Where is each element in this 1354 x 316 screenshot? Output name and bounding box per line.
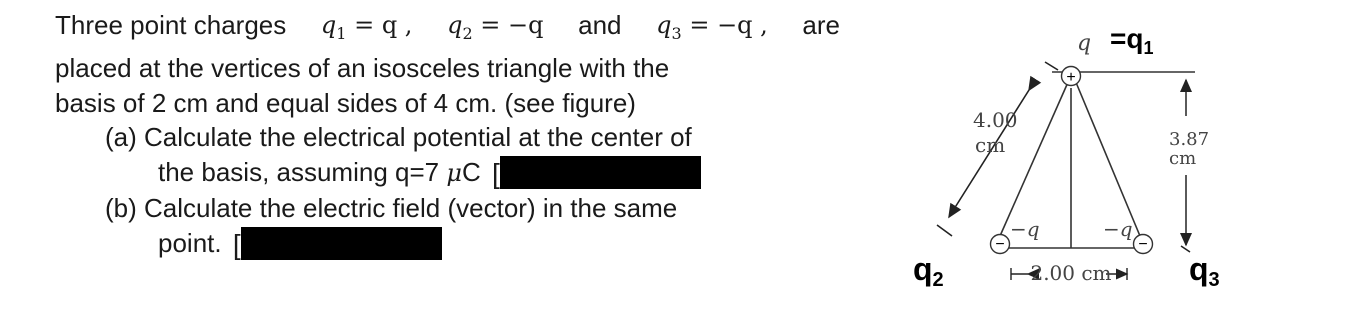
side-length-value: 4.00 xyxy=(973,108,1018,132)
part-b-bracket: [ xyxy=(232,228,241,260)
height-unit: cm xyxy=(1169,148,1197,169)
part-a-line-2: the basis, assuming q=7 μC [ xyxy=(55,155,840,192)
problem-statement xyxy=(55,8,840,262)
left-side-line xyxy=(1000,80,1069,236)
and-word: and xyxy=(578,10,622,40)
part-b-redaction xyxy=(241,227,442,260)
height-value: 3.87 xyxy=(1169,129,1210,150)
part-a-line-1: (a) Calculate the electrical potential at the center of xyxy=(105,122,692,153)
left-minus-sign: − xyxy=(995,236,1005,253)
part-a-redaction xyxy=(500,156,701,189)
q1-expression: $q_1 = q$ , xyxy=(320,11,413,43)
problem-line-2: placed at the vertices of an isosceles triangle with the xyxy=(55,53,670,84)
top-charge-label: $=q_1$ xyxy=(1110,23,1154,58)
base-length-label: 2.00 cm xyxy=(1030,261,1112,285)
left-charge-value: −q xyxy=(1010,217,1040,241)
top-charge-tick xyxy=(1045,62,1058,70)
problem-line-1 xyxy=(55,8,840,51)
problem-line-3: basis of 2 cm and equal sides of 4 cm. (see figure) xyxy=(55,87,636,118)
left-vertex-label: q2 xyxy=(913,251,944,291)
plus-sign: + xyxy=(1066,69,1076,86)
part-b-line-2: point. [ xyxy=(55,226,840,263)
left-charge-tick xyxy=(937,225,952,236)
are-word: are xyxy=(802,10,840,40)
q2-expression: $q_2 = -q$ xyxy=(447,11,544,43)
side-length-unit: cm xyxy=(975,133,1006,157)
q3-expression: $q_3 = -q$ , xyxy=(656,11,768,43)
right-minus-sign: − xyxy=(1138,236,1148,253)
intro-text: Three point charges xyxy=(55,10,287,40)
right-side-line xyxy=(1075,80,1140,236)
right-charge-value: −q xyxy=(1103,217,1133,241)
part-a-bracket: [ xyxy=(491,157,500,189)
part-b-line-1: (b) Calculate the electric field (vector) in the same xyxy=(105,193,678,224)
triangle-diagram xyxy=(905,0,1245,300)
cutoff-text-fragment xyxy=(150,0,390,3)
top-charge-q-symbol: q xyxy=(1077,31,1092,56)
right-vertex-label: q3 xyxy=(1189,251,1220,291)
triangle-figure xyxy=(905,0,1245,300)
